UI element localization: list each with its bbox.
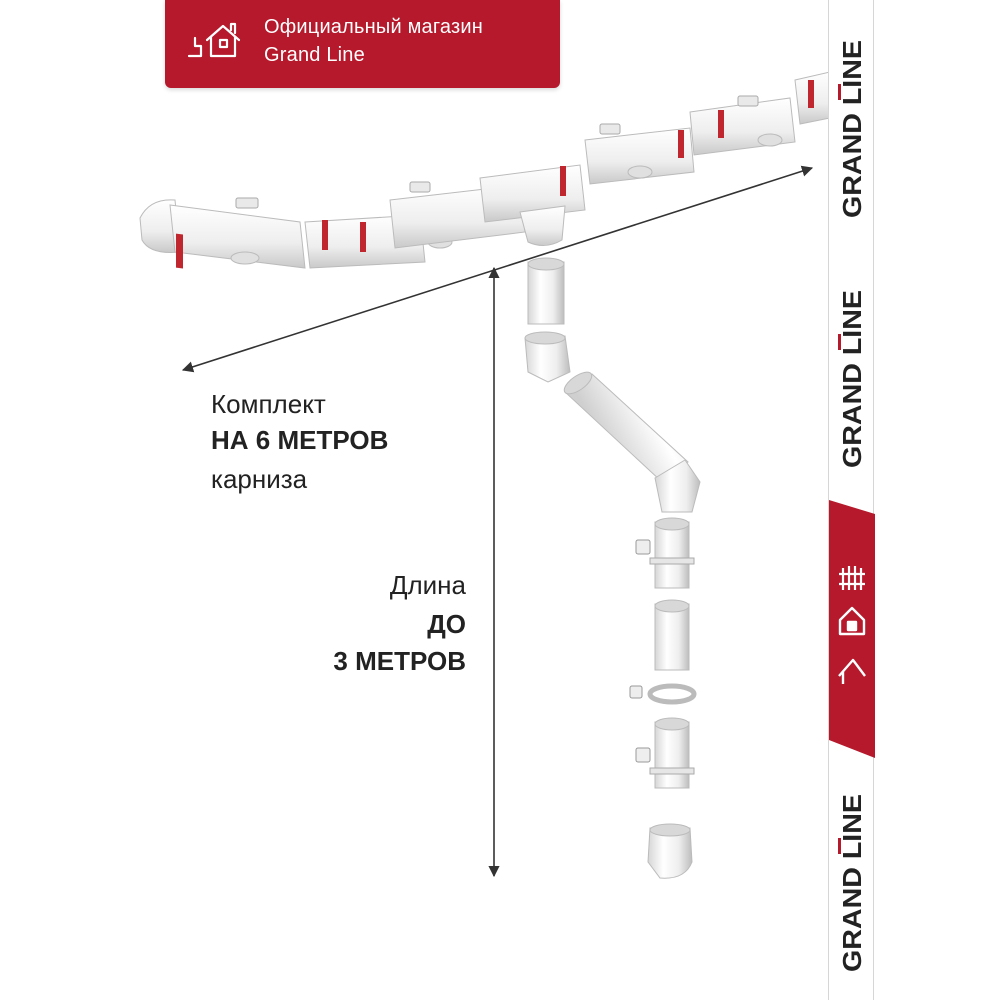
kit-line-1: Комплект	[211, 389, 326, 419]
length-line-2: ДО	[427, 609, 466, 639]
downpipe-parts	[525, 258, 700, 878]
banner-title: Официальный магазин	[264, 16, 483, 38]
length-line-1: Длина	[389, 570, 466, 600]
kit-line-2: НА 6 МЕТРОВ	[211, 425, 389, 455]
banner-brand: Grand Line	[264, 44, 365, 66]
brand-strip	[828, 0, 874, 1000]
brand-logo	[834, 792, 870, 972]
gutter-run	[140, 72, 830, 268]
svg-text:GRAND LINE: GRAND LINE	[837, 306, 867, 468]
brand-logo	[834, 288, 870, 468]
svg-text:GRAND LINE: GRAND LINE	[837, 810, 867, 972]
category-icons-block	[829, 500, 875, 758]
kit-line-3: карниза	[211, 464, 308, 494]
length-line-3: 3 МЕТРОВ	[333, 646, 466, 676]
brand-logo	[834, 38, 870, 218]
official-store-banner	[165, 0, 560, 88]
house-outline-icon	[187, 16, 245, 64]
svg-text:GRAND LINE: GRAND LINE	[837, 56, 867, 218]
